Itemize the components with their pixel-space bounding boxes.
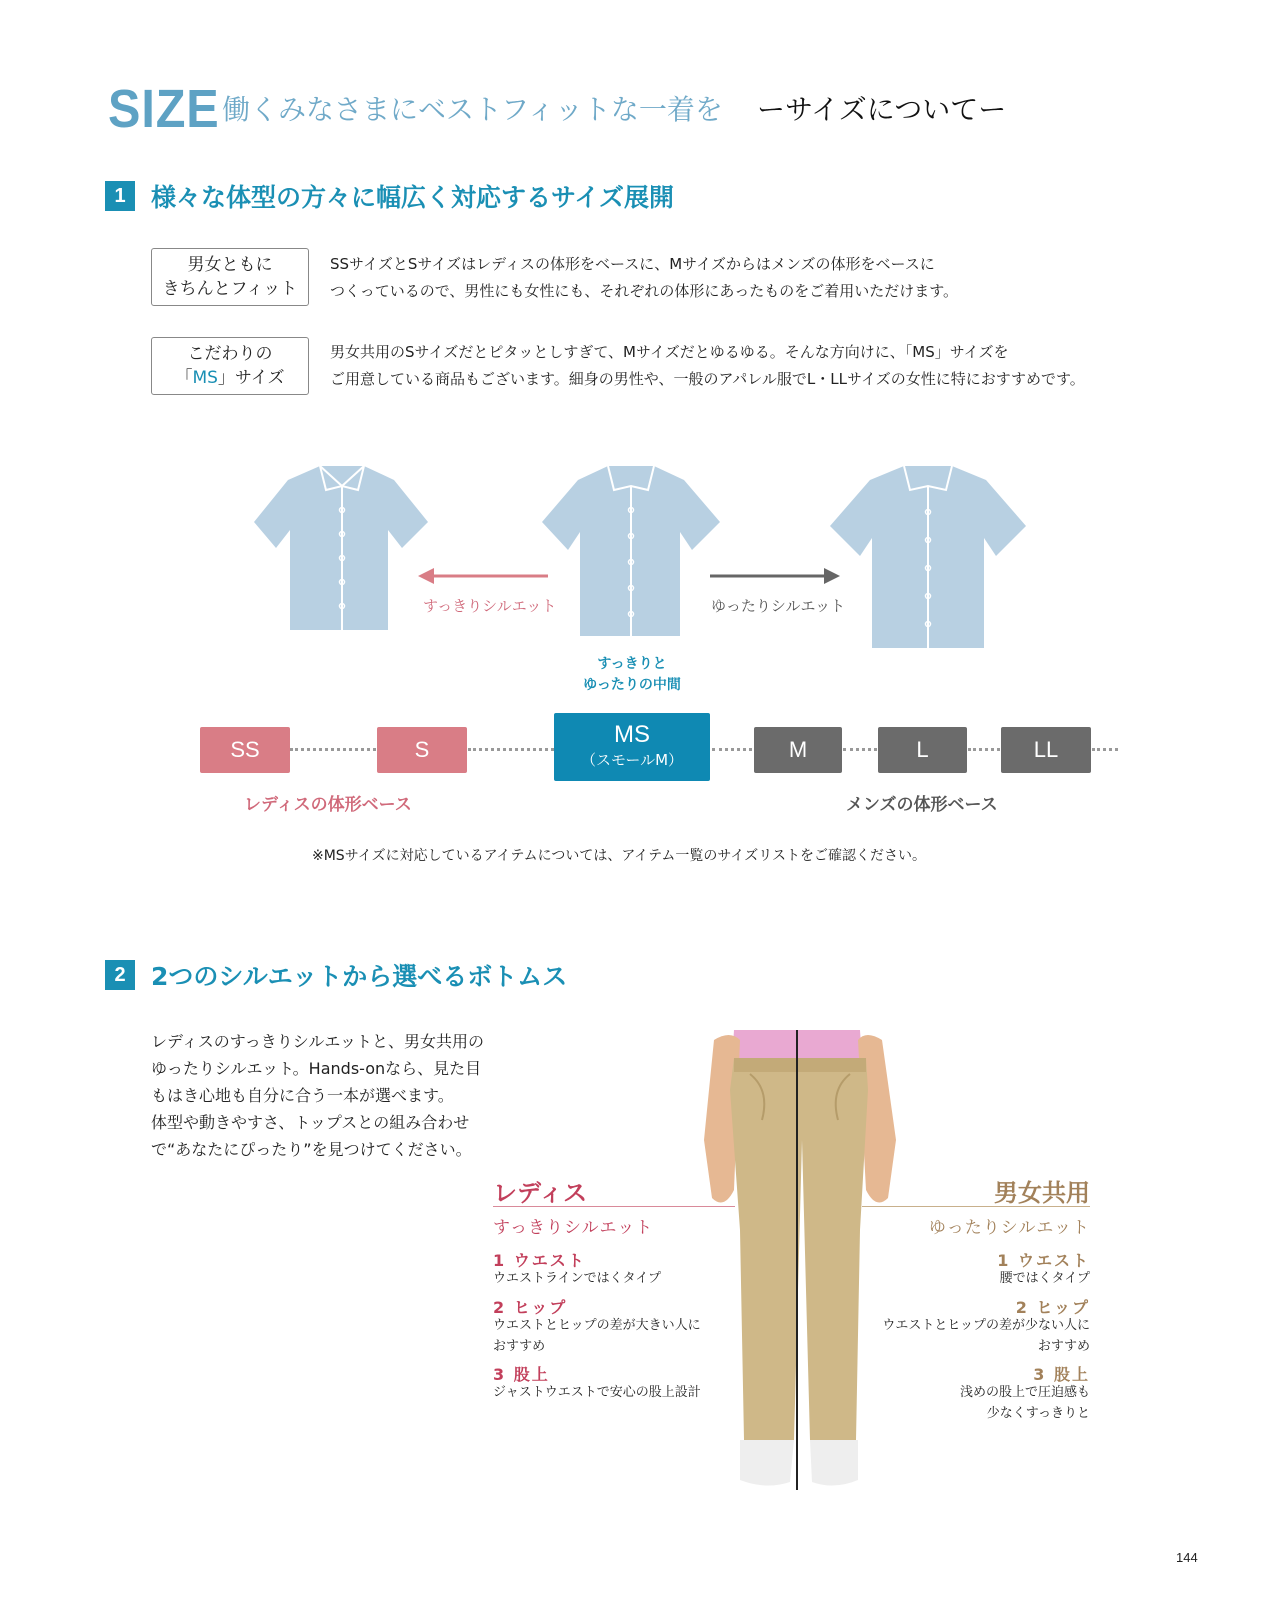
dots-divider [1092, 748, 1118, 751]
ladies-point-desc: ウエストとヒップの差が大きい人に おすすめ [493, 1318, 701, 1354]
unisex-heading: 男女共用 [994, 1179, 1090, 1207]
intro-line: レディスのすっきりシルエットと、男女共用の [151, 1032, 485, 1051]
unisex-point-title: 1 ウエスト [997, 1251, 1090, 1270]
header-title: ーサイズについてー [757, 93, 1007, 126]
size-chip-ll: LL [1001, 727, 1091, 773]
ladies-point-desc: ウエストラインではくタイプ [493, 1271, 661, 1286]
ladies-point-title: 3 股上 [493, 1365, 550, 1384]
intro-line: もはき心地も自分に合う一本が選べます。 [151, 1086, 454, 1105]
mens-base-label: メンズの体形ベース [846, 795, 998, 815]
section2-number: 2 [105, 960, 135, 990]
shirt-ms-illustration [540, 462, 722, 640]
page-number: 144 [1176, 1550, 1198, 1565]
arrow-right-icon [710, 566, 840, 586]
ladies-point-desc: ジャストウエストで安心の股上設計 [493, 1385, 701, 1400]
header-subtitle: 働くみなさまにベストフィットな一着を [222, 93, 723, 126]
feature-text-ms-line2: ご用意している商品もございます。細身の男性や、一般のアパレル服でL・LLサイズの女性に特におすすめです。 [330, 370, 1085, 388]
middle-label-line1: すっきりと [597, 656, 667, 672]
size-chip-ms [554, 713, 710, 781]
size-chip-l: L [878, 727, 967, 773]
size-chip-ss: SS [200, 727, 290, 773]
feature-box-fit-line1: 男女ともに [187, 255, 273, 275]
unisex-point-title: 2 ヒップ [1015, 1298, 1090, 1317]
ladies-sub: すっきりシルエット [493, 1218, 654, 1238]
size-chip-s: S [377, 727, 467, 773]
arrow-left-icon [418, 566, 550, 586]
feature-text-ms [330, 339, 1085, 393]
shirt-relaxed-illustration [828, 462, 1028, 652]
feature-box-ms [151, 337, 309, 395]
feature-box-ms-line1: こだわりの [187, 344, 273, 364]
ladies-base-label: レディスの体形ベース [244, 795, 412, 815]
section2-title: 2つのシルエットから選べるボトムス [151, 962, 568, 991]
feature-text-fit-line2: つくっているので、男性にも女性にも、それぞれの体形にあったものをご着用いただけます。 [330, 282, 959, 300]
size-chip-ms-sub: （スモールM） [580, 751, 684, 769]
ladies-rule [493, 1206, 735, 1207]
unisex-sub: ゆったりシルエット [928, 1218, 1090, 1238]
feature-box-fit [151, 248, 309, 306]
unisex-point-title: 3 股上 [1033, 1365, 1090, 1384]
feature-box-ms-line2: 「MS」サイズ [175, 368, 285, 388]
intro-line: 体型や動きやすさ、トップスとの組み合わせ [151, 1113, 470, 1132]
ms-note: ※MSサイズに対応しているアイテムについては、アイテム一覧のサイズリストをご確認ください。 [312, 848, 926, 864]
feature-text-fit [330, 251, 958, 305]
dots-divider [843, 748, 877, 751]
middle-label-line2: ゆったりの中間 [583, 677, 681, 693]
intro-line: で“あなたにぴったり”を見つけてください。 [151, 1140, 472, 1159]
feature-text-fit-line1: SSサイズとSサイズはレディスの体形をベースに、Mサイズからはメンズの体形をベースに [330, 255, 935, 273]
ladies-heading: レディス [493, 1179, 588, 1207]
middle-label [560, 654, 704, 696]
dots-divider [712, 748, 752, 751]
size-chip-m: M [754, 727, 842, 773]
section2-intro [151, 1028, 484, 1163]
unisex-point-desc: 腰ではくタイプ [999, 1271, 1090, 1286]
size-heading: SIZE [108, 79, 220, 139]
arrow-right-label: ゆったりシルエット [711, 597, 846, 615]
shirt-slim-illustration [252, 462, 432, 634]
unisex-rule [862, 1206, 1090, 1207]
unisex-point-desc: ウエストとヒップの差が少ない人に おすすめ [882, 1318, 1090, 1354]
ms-highlight: MS [192, 368, 218, 388]
ladies-point-title: 2 ヒップ [493, 1298, 568, 1317]
arrow-left-label: すっきりシルエット [423, 597, 557, 615]
dots-divider [290, 748, 376, 751]
feature-box-fit-line2: きちんとフィット [162, 279, 298, 299]
section1-number: 1 [105, 181, 135, 211]
size-chip-ms-label: MS [614, 721, 650, 748]
ladies-point-title: 1 ウエスト [493, 1251, 586, 1270]
dots-divider [468, 748, 554, 751]
dots-divider [968, 748, 1000, 751]
unisex-point-desc: 浅めの股上で圧迫感も 少なくすっきりと [959, 1385, 1090, 1421]
section1-title: 様々な体型の方々に幅広く対応するサイズ展開 [151, 183, 675, 212]
feature-text-ms-line1: 男女共用のSサイズだとピタッとしすぎて、Mサイズだとゆるゆる。そんな方向けに、「MS」サイズを [330, 343, 1009, 361]
intro-line: ゆったりシルエット。Hands-onなら、見た目 [151, 1059, 482, 1078]
